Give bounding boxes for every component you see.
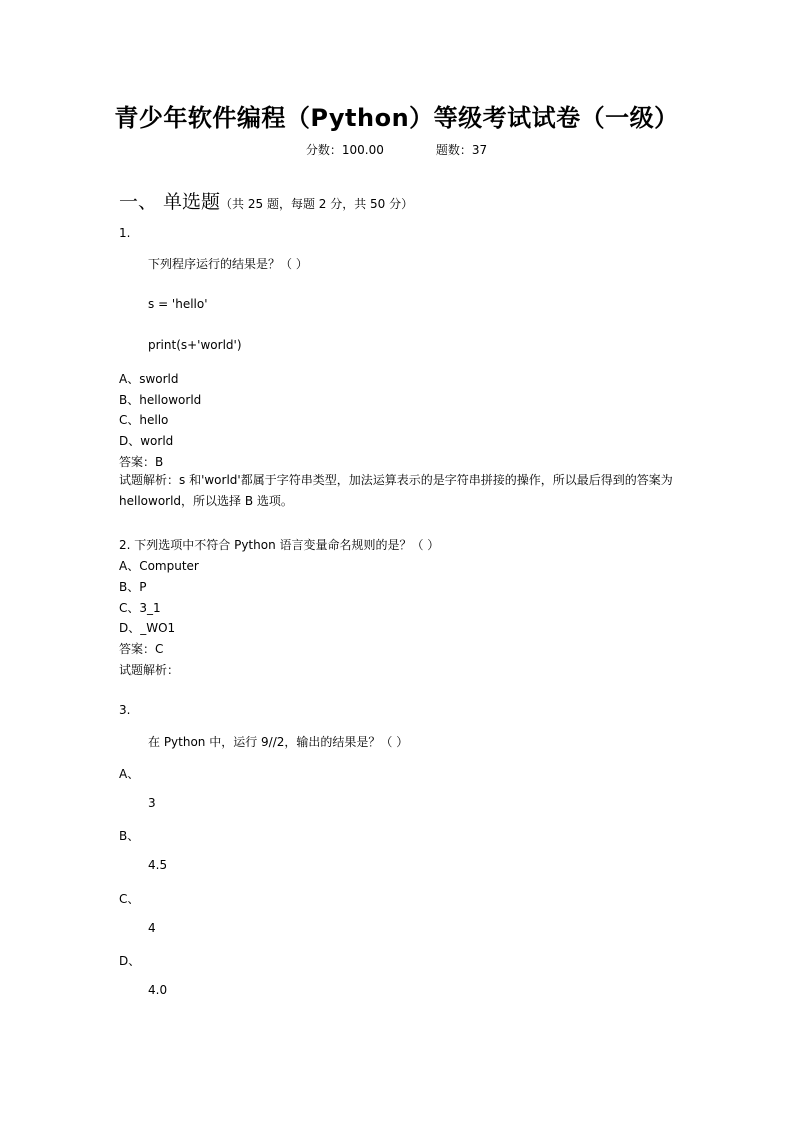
q1-stem: 下列程序运行的结果是？（ ） [148,257,308,271]
q3-number: 3. [119,703,131,717]
exam-title: 青少年软件编程（Python）等级考试试卷（一级） [114,104,679,132]
q2-explanation: 试题解析： [119,663,180,677]
q1-number: 1. [119,226,131,240]
section-heading [119,187,413,214]
q1-option-d: D、world [119,434,174,448]
q2-option-d: D、_WO1 [119,621,176,635]
q3-option-d-value: 4.0 [148,983,168,997]
q1-option-a: A、sworld [119,372,179,386]
q2-answer: 答案：C [119,642,164,656]
section-title: 一、 单选题 [119,191,221,213]
q2-option-b: B、P [119,580,147,594]
total-score: 分数：100.00 [305,143,384,157]
exam-meta [0,141,793,158]
q1-option-b: B、helloworld [119,393,202,407]
q3-option-a-label: A、 [119,767,140,781]
q1-code-line-1: s = 'hello' [148,297,208,311]
section-note: （共 25 题，每题 2 分，共 50 分） [220,197,414,211]
q3-option-a-value: 3 [148,796,156,810]
q1-answer: 答案：B [119,455,164,469]
q2-stem: 2. 下列选项中不符合 Python 语言变量命名规则的是？（ ） [119,538,440,552]
q1-explanation: 试题解析：s 和'world'都属于字符串类型，加法运算表示的是字符串拼接的操作，所以最后得到的答案为 helloworld，所以选择 B 选项。 [119,473,673,508]
q1-code-line-2: print(s+'world') [148,338,242,352]
q1-option-c: C、hello [119,413,169,427]
q3-option-b-value: 4.5 [148,858,168,872]
question-count: 题数：37 [435,143,488,157]
q3-stem: 在 Python 中，运行 9//2，输出的结果是？（ ） [148,735,409,749]
q3-option-c-label: C、 [119,892,140,906]
q3-option-b-label: B、 [119,829,140,843]
q3-option-c-value: 4 [148,921,156,935]
q3-option-d-label: D、 [119,954,141,968]
q2-option-c: C、3_1 [119,601,161,615]
q2-option-a: A、Computer [119,559,199,573]
